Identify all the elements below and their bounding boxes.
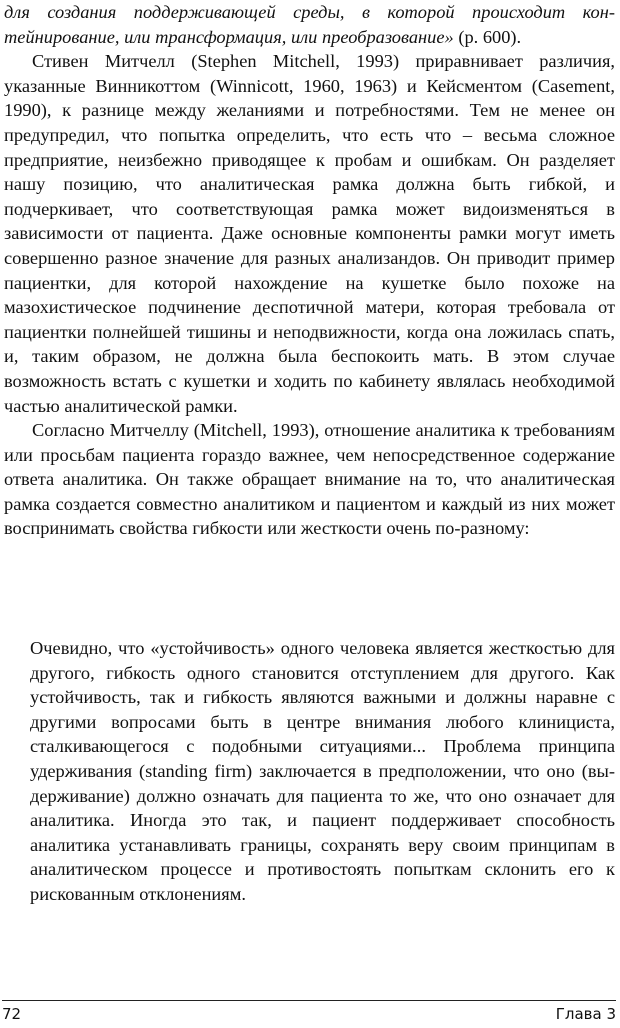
page-number: 72 <box>2 1005 22 1023</box>
lead-italic-quote: для создания поддерживающей среды, в которой происходит контейнирование, или трансформация, или преобразование» <box>4 2 615 47</box>
block-quote <box>30 636 615 907</box>
block-quote-text: Очевидно, что «устойчивость» одного человека является жесткостью для другого, гибкость одного становится отступлением для другого. Как устойчивость, так и гибкость являются важными и должны наравне с другими вопросами быть в центре внимания любого клинициста, сталкивающегося с подобными ситуациями... Проблема принципа удерживания (standing firm) заключается в предположении, что оно (выдерживание) должно означать для пациента то же, что оно означает для аналитика. Иногда это так, и пациент поддерживает способность аналитика устанавливать границы, сохранять веру своим принципам в аналитическом процессе и противостоять попыткам склонить его к рискованным отклонениям. <box>30 638 615 904</box>
paragraph-mitchell-1: Стивен Митчелл (Stephen Mitchell, 1993) приравнивает различия, указанные Винникоттом (Winnicott, 1960, 1963) и Кейсментом (Casement, 1990), к разнице между желаниями и потребностями. Тем не менее он предупредил, что попытка определить, что есть что – весьма сложное предприятие, неизбежно приводящее к пробам и ошибкам. Он разделяет нашу позицию, что аналитическая рамка должна быть гибкой, и подчеркивает, что соответствующая рамка может видоизменяться в зависимости от пациента. Даже основные компоненты рамки могут иметь совершенно разное значение для разных анализандов. Он приводит пример пациентки, для которой нахождение на кушетке было похоже на мазохистическое подчинение деспотичной матери, которая требовала от пациентки полнейшей тишины и неподвижности, когда она ложилась спать, и, таким образом, не должна была беспокоить мать. В этом случае возможность встать с кушетки и ходить по кабинету являлась необходимой частью аналитической рамки. <box>4 51 615 416</box>
lead-reference: (р. 600). <box>453 26 522 47</box>
chapter-label: Глава 3 <box>555 1005 616 1023</box>
body-text <box>4 0 615 541</box>
paragraph-mitchell-2: Согласно Митчеллу (Mitchell, 1993), отношение аналитика к требованиям или просьбам пациента гораздо важнее, чем непосредственное содержание ответа аналитика. Он также обращает внимание на то, что аналитическая рамка создается совместно аналитиком и пациентом и каждый из них может воспринимать свойства гибкости или жесткости очень по-разному: <box>4 420 615 539</box>
lead-paragraph <box>4 0 615 49</box>
footer-divider <box>2 1000 616 1001</box>
